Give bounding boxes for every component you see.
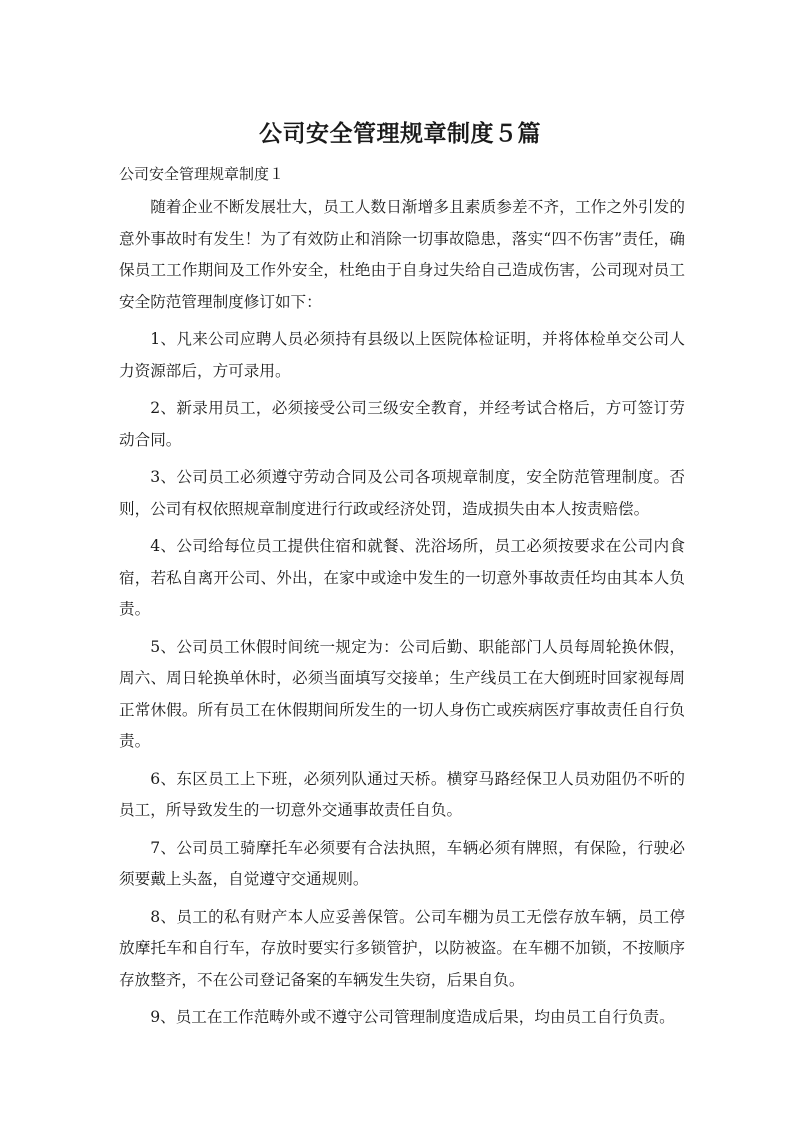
rule-paragraph-6: 6、东区员工上下班，必须列队通过天桥。横穿马路经保卫人员劝阻仍不听的员工，所导致发生的一切意外交通事故责任自负。 <box>119 769 685 819</box>
rule-paragraph-2: 2、新录用员工，必须接受公司三级安全教育，并经考试合格后，方可签订劳动合同。 <box>119 399 685 449</box>
rule-paragraph-5: 5、公司员工休假时间统一规定为：公司后勤、职能部门人员每周轮换休假，周六、周日轮换单休时，必须当面填写交接单；生产线员工在大倒班时回家视每周正常休假。所有员工在休假期间所发生的一切人身伤亡或疾病医疗事故责任自行负责。 <box>119 637 685 750</box>
section-heading: 公司安全管理规章制度１ <box>119 165 285 183</box>
document-title: 公司安全管理规章制度５篇 <box>259 121 541 147</box>
rule-paragraph-4: 4、公司给每位员工提供住宿和就餐、洗浴场所，员工必须按要求在公司内食宿，若私自离开公司、外出，在家中或途中发生的一切意外事故责任均由其本人负责。 <box>119 537 685 618</box>
rule-paragraph-1: 1、凡来公司应聘人员必须持有县级以上医院体检证明，并将体检单交公司人力资源部后，方可录用。 <box>119 330 685 380</box>
rule-paragraph-9: 9、员工在工作范畴外或不遵守公司管理制度造成后果，均由员工自行负责。 <box>150 1008 675 1026</box>
intro-paragraph: 随着企业不断发展壮大，员工人数日渐增多且素质参差不齐，工作之外引发的意外事故时有发生！为了有效防止和消除一切事故隐患，落实“四不伤害”责任，确保员工工作期间及工作外安全，杜绝由于自身过失给自己造成伤害，公司现对员工安全防范管理制度修订如下： <box>119 198 685 311</box>
rule-paragraph-7: 7、公司员工骑摩托车必须要有合法执照，车辆必须有牌照，有保险，行驶必须要戴上头盔，自觉遵守交通规则。 <box>119 838 685 888</box>
rule-paragraph-3: 3、公司员工必须遵守劳动合同及公司各项规章制度，安全防范管理制度。否则，公司有权依照规章制度进行行政或经济处罚，造成损失由本人按责赔偿。 <box>119 468 685 518</box>
rule-paragraph-8: 8、员工的私有财产本人应妥善保管。公司车棚为员工无偿存放车辆，员工停放摩托车和自行车，存放时要实行多锁管护，以防被盗。在车棚不加锁，不按顺序存放整齐，不在公司登记备案的车辆发生失窃，后果自负。 <box>119 907 685 989</box>
document-body <box>119 192 685 1040</box>
